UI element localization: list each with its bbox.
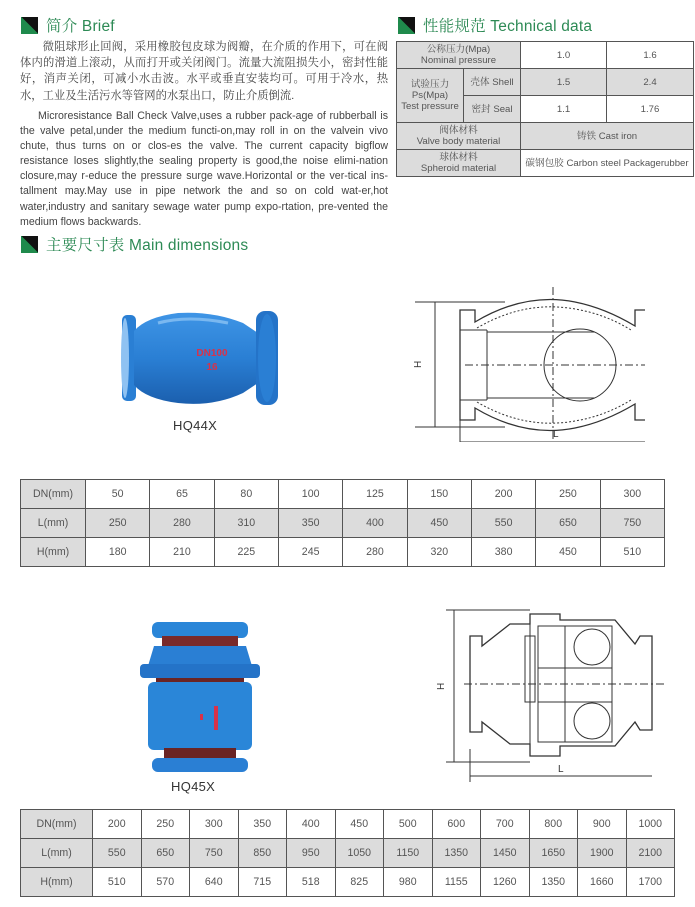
table-cell: 450 bbox=[407, 509, 471, 538]
table-cell: 510 bbox=[93, 868, 142, 897]
table-cell: 2.4 bbox=[607, 69, 694, 96]
label-unit: Ps(Mpa) bbox=[411, 90, 449, 101]
table-cell: 1.6 bbox=[607, 42, 694, 69]
technical-data-table bbox=[396, 41, 694, 177]
spheroid-material-label bbox=[397, 150, 521, 177]
table-cell: 450 bbox=[536, 538, 600, 567]
upper-cover bbox=[148, 646, 252, 666]
table-row bbox=[397, 69, 694, 96]
table-cell: 350 bbox=[238, 810, 287, 839]
rubber-top bbox=[162, 636, 238, 646]
hq45x-section-drawing bbox=[430, 604, 680, 782]
technical-title: 性能规范 Technical data bbox=[423, 18, 593, 35]
table-cell: 150 bbox=[407, 480, 471, 509]
table-cell: 65 bbox=[150, 480, 214, 509]
table-cell: 200 bbox=[471, 480, 535, 509]
label-en: Test pressure bbox=[401, 101, 459, 112]
ball-upper bbox=[574, 629, 610, 665]
table-cell: 400 bbox=[287, 810, 336, 839]
table-row bbox=[397, 42, 694, 69]
hatch bbox=[477, 400, 631, 423]
hq45x-dimensions-table bbox=[20, 809, 675, 897]
table-cell: 1660 bbox=[578, 868, 627, 897]
marking-dn: DN100 bbox=[196, 348, 228, 359]
top-flange bbox=[152, 622, 248, 638]
table-cell: 1650 bbox=[529, 839, 578, 868]
table-cell: 250 bbox=[536, 480, 600, 509]
hq45x-model-label: HQ45X bbox=[171, 779, 216, 794]
l-label: L bbox=[558, 764, 564, 775]
table-cell: 550 bbox=[93, 839, 142, 868]
label-cn: 公称压力(Mpa) bbox=[426, 44, 491, 55]
table-cell: 518 bbox=[287, 868, 336, 897]
table-cell: 2100 bbox=[626, 839, 675, 868]
table-cell: 1900 bbox=[578, 839, 627, 868]
table-cell: 210 bbox=[150, 538, 214, 567]
seal-label: 密封 Seal bbox=[464, 96, 521, 123]
table-cell: 715 bbox=[238, 868, 287, 897]
spheroid-material-value: 碳钢包胶 Carbon steel Packagerubber bbox=[521, 150, 694, 177]
section-marker-icon bbox=[21, 236, 38, 253]
table-cell: 80 bbox=[214, 480, 278, 509]
table-cell: 250 bbox=[141, 810, 190, 839]
brief-text-english: Microresistance Ball Check Valve,uses a rubber pack-age of rubberball is the valve petal,under the medium functi-on,may roll in on the valvein vivo chute, thus turns on or clos-es the valve. The current capacity bigflow resistance loses slightly,the sealing property is good,the noise elimi-nation closure,may r-educe the pressure surge wave.Horizontal or the ver-tical ins-tallment may.May use in pipe network the and so on cold wat-er,hot water,industry and sanitary sewage water pump expo-rtation, pre-vented the medium flows backwards. bbox=[20, 110, 388, 228]
table-cell: 700 bbox=[481, 810, 530, 839]
table-cell: 1.5 bbox=[521, 69, 607, 96]
brief-heading bbox=[21, 14, 115, 36]
h-label: H bbox=[413, 360, 424, 368]
hq44x-dimensions-table bbox=[20, 479, 665, 567]
table-row bbox=[21, 480, 665, 509]
table-cell: 1155 bbox=[432, 868, 481, 897]
l-label: L bbox=[553, 429, 559, 440]
table-cell: 1.1 bbox=[521, 96, 607, 123]
body-marking bbox=[200, 714, 203, 720]
table-row bbox=[21, 538, 665, 567]
table-cell: 510 bbox=[600, 538, 664, 567]
label-en: Nominal pressure bbox=[420, 55, 497, 66]
section-marker-icon bbox=[398, 17, 415, 34]
table-cell: 400 bbox=[343, 509, 407, 538]
hatch bbox=[477, 307, 631, 330]
right-flange-face bbox=[258, 314, 276, 402]
table-cell: 1050 bbox=[335, 839, 384, 868]
table-cell: 300 bbox=[190, 810, 239, 839]
table-cell: 180 bbox=[86, 538, 150, 567]
valve-body-material-label bbox=[397, 123, 521, 150]
table-cell: 1700 bbox=[626, 868, 675, 897]
brief-title: 简介 Brief bbox=[46, 18, 115, 35]
row-header: L(mm) bbox=[21, 839, 93, 868]
row-header: H(mm) bbox=[21, 538, 86, 567]
table-cell: 800 bbox=[529, 810, 578, 839]
body-marking bbox=[214, 706, 218, 730]
table-cell: 1260 bbox=[481, 868, 530, 897]
table-cell: 980 bbox=[384, 868, 433, 897]
table-cell: 750 bbox=[600, 509, 664, 538]
table-cell: 640 bbox=[190, 868, 239, 897]
table-row bbox=[397, 150, 694, 177]
table-row bbox=[21, 509, 665, 538]
table-cell: 1450 bbox=[481, 839, 530, 868]
table-row bbox=[397, 123, 694, 150]
hq45x-valve-photo bbox=[130, 616, 270, 776]
shell-label: 壳体 Shell bbox=[464, 69, 521, 96]
table-cell: 600 bbox=[432, 810, 481, 839]
row-header: L(mm) bbox=[21, 509, 86, 538]
hq44x-section-drawing bbox=[405, 282, 645, 442]
table-row bbox=[21, 839, 675, 868]
table-cell: 310 bbox=[214, 509, 278, 538]
row-header: DN(mm) bbox=[21, 810, 93, 839]
table-cell: 1350 bbox=[432, 839, 481, 868]
section-marker-icon bbox=[21, 17, 38, 34]
table-cell: 500 bbox=[384, 810, 433, 839]
table-cell: 1000 bbox=[626, 810, 675, 839]
table-cell: 250 bbox=[86, 509, 150, 538]
table-cell: 900 bbox=[578, 810, 627, 839]
table-cell: 380 bbox=[471, 538, 535, 567]
dimensions-heading bbox=[21, 233, 248, 255]
table-cell: 650 bbox=[141, 839, 190, 868]
table-cell: 550 bbox=[471, 509, 535, 538]
label-cn: 阀体材料 bbox=[439, 125, 478, 136]
label-en: Valve body material bbox=[416, 136, 501, 147]
table-row bbox=[21, 810, 675, 839]
marking-pn: 16 bbox=[206, 362, 218, 373]
row-header: DN(mm) bbox=[21, 480, 86, 509]
table-cell: 850 bbox=[238, 839, 287, 868]
technical-heading bbox=[398, 14, 592, 36]
table-cell: 450 bbox=[335, 810, 384, 839]
table-cell: 825 bbox=[335, 868, 384, 897]
valve-body-material-value: 铸铁 Cast iron bbox=[521, 123, 694, 150]
table-cell: 200 bbox=[93, 810, 142, 839]
table-cell: 650 bbox=[536, 509, 600, 538]
valve-outline bbox=[470, 614, 652, 756]
brief-text-chinese: 微阻球形止回阀，采用橡胶包皮球为阀瓣，在介质的作用下，可在阀体内的滑道上滚动，从而打开或关闭阀门。流量大流阻损失小，密封性能好，消声关闭，可减小水击波。水平或垂直安装均可。可用于冷水，热水，工业及生活污水等管网的水泵出口，防止介质倒流. bbox=[20, 41, 388, 102]
table-cell: 245 bbox=[278, 538, 342, 567]
body-flange bbox=[140, 664, 260, 678]
hq44x-valve-photo bbox=[118, 303, 288, 413]
table-row bbox=[21, 868, 675, 897]
hq44x-model-label: HQ44X bbox=[173, 418, 218, 433]
h-label: H bbox=[436, 682, 447, 690]
table-cell: 280 bbox=[150, 509, 214, 538]
left-flange-face bbox=[121, 318, 129, 398]
bottom-flange bbox=[152, 758, 248, 772]
table-cell: 320 bbox=[407, 538, 471, 567]
dimensions-title: 主要尺寸表 Main dimensions bbox=[46, 237, 249, 254]
label-en: Spheroid material bbox=[420, 163, 497, 174]
table-cell: 1350 bbox=[529, 868, 578, 897]
table-cell: 950 bbox=[287, 839, 336, 868]
table-cell: 125 bbox=[343, 480, 407, 509]
table-cell: 1.0 bbox=[521, 42, 607, 69]
table-cell: 280 bbox=[343, 538, 407, 567]
table-cell: 570 bbox=[141, 868, 190, 897]
table-cell: 225 bbox=[214, 538, 278, 567]
table-cell: 750 bbox=[190, 839, 239, 868]
table-cell: 100 bbox=[278, 480, 342, 509]
table-cell: 50 bbox=[86, 480, 150, 509]
table-cell: 300 bbox=[600, 480, 664, 509]
ball-lower bbox=[574, 703, 610, 739]
table-cell: 350 bbox=[278, 509, 342, 538]
label-cn: 球体材料 bbox=[439, 152, 478, 163]
test-pressure-label bbox=[397, 69, 464, 123]
label-cn: 试验压力 bbox=[410, 79, 450, 90]
nominal-pressure-label bbox=[397, 42, 521, 69]
table-cell: 1150 bbox=[384, 839, 433, 868]
row-header: H(mm) bbox=[21, 868, 93, 897]
table-cell: 1.76 bbox=[607, 96, 694, 123]
